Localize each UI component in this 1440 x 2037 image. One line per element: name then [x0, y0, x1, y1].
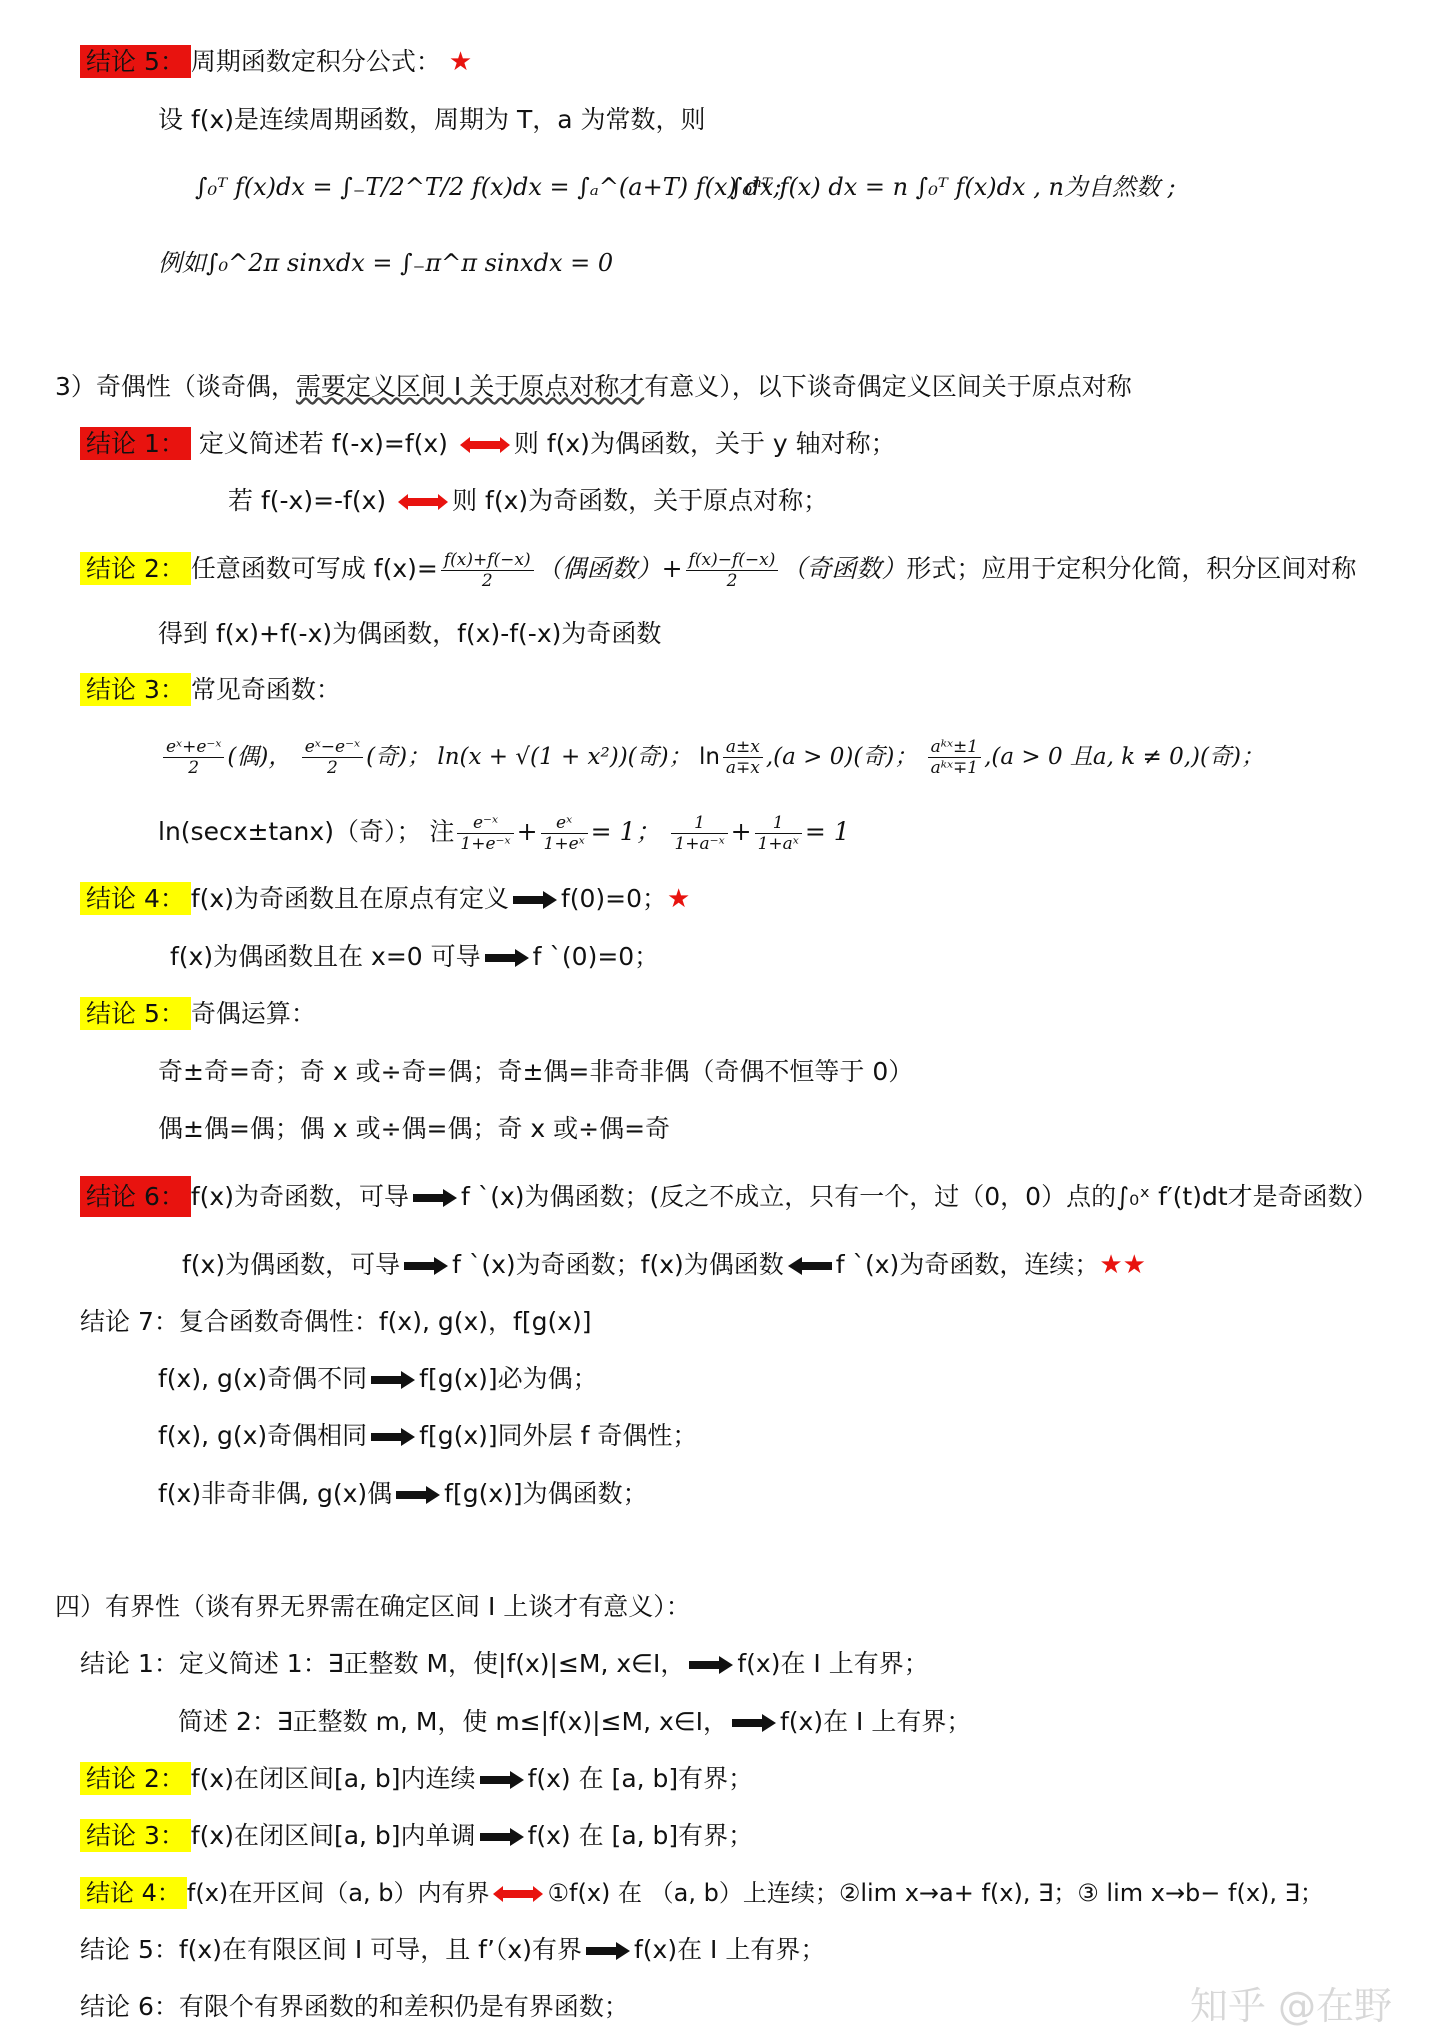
parity-conclusion-1: 结论 1： 定义简述若 f(-x)=f(x) 则 f(x)为偶函数，关于 y 轴对称；: [80, 427, 896, 461]
fraction: $\frac{\text{e⁻ˣ}}{\text{1+e⁻ˣ}}$: [457, 813, 513, 854]
arrow-right-icon: [404, 1257, 448, 1275]
double-arrow-icon: [493, 1885, 543, 1903]
conclusion-tag: 结论 3：: [80, 673, 191, 706]
arrow-right-icon: [485, 949, 529, 967]
parity-conclusion-5: 结论 5： 奇偶运算：: [80, 997, 316, 1031]
arrow-right-icon: [513, 891, 557, 909]
conclusion-5-periodic: [80, 45, 472, 79]
watermark: 知乎 @在野: [1189, 1984, 1392, 2028]
arrow-right-icon: [480, 1828, 524, 1846]
parity-rule-1: 奇±奇=奇；奇 x 或÷奇=偶；奇±偶=非奇非偶（奇偶不恒等于 0）: [158, 1057, 914, 1086]
fraction: $\frac{\text{aᵏˣ±1}}{\text{aᵏˣ∓1}}$: [928, 737, 981, 778]
arrow-right-icon: [396, 1486, 440, 1504]
bounded-conclusion-6: 结论 6：有限个有界函数的和差积仍是有界函数；: [80, 1992, 629, 2021]
double-arrow-icon: [398, 493, 448, 511]
parity-conclusion-2-line2: 得到 f(x)+f(-x)为偶函数，f(x)-f(-x)为奇函数: [158, 619, 662, 648]
periodic-intro: 设 f(x)是连续周期函数，周期为 T，a 为常数，则: [158, 105, 706, 134]
conclusion-tag: 结论 2：: [80, 1762, 191, 1795]
arrow-right-icon: [371, 1428, 415, 1446]
parity-conclusion-4b: f(x)为偶函数且在 x=0 可导 f `(0)=0；: [170, 942, 660, 971]
star-icon: ★: [448, 47, 473, 77]
fraction: $\frac{f(x)+f(-x)}{2}$: [441, 550, 534, 591]
arrow-right-icon: [371, 1371, 415, 1389]
conclusion-tag: 结论 2：: [80, 552, 191, 585]
conclusion-tag: 结论 3：: [80, 1819, 191, 1852]
conclusion-tag: 结论 5：: [80, 997, 191, 1030]
parity-rule-2: 偶±偶=偶；偶 x 或÷偶=偶；奇 x 或÷偶=奇: [158, 1114, 671, 1143]
odd-function-list-2: ln(secx±tanx)（奇）； 注 $\frac{\text{e⁻ˣ}}{\text{1+e⁻ˣ}}$ + $\frac{\text{eˣ}}{\text{1+eˣ}}$ = 1； $\frac{1}{\text{1+a⁻ˣ}}$ + $\frac{1}{\text{1+aˣ}}$ = 1: [158, 812, 850, 854]
composite-rule-1: f(x), g(x)奇偶不同 f[g(x)]必为偶；: [158, 1364, 598, 1393]
star-icon: ★: [667, 884, 691, 914]
arrow-right-icon: [586, 1942, 630, 1960]
section-heading-bounded: 四）有界性（谈有界无界需在确定区间 I 上谈才有意义）：: [55, 1592, 691, 1621]
fraction: $\frac{1}{\text{1+aˣ}}$: [755, 813, 802, 854]
conclusion-title: 周期函数定积分公式：: [190, 47, 441, 76]
fraction: $\frac{a\pm x}{a\mp x}$: [723, 737, 763, 778]
conclusion-tag: 结论 1：: [80, 427, 191, 460]
conclusion-tag: 结论 4：: [80, 882, 191, 915]
parity-conclusion-6b: f(x)为偶函数，可导 f `(x)为奇函数；f(x)为偶函数 f `(x)为奇函数，连续；★★: [182, 1250, 1146, 1280]
parity-conclusion-6: 结论 6： f(x)为奇函数，可导 f `(x)为偶函数；(反之不成立，只有一个，过（0，0）点的∫₀ˣ f′(t)dt才是奇函数）: [80, 1175, 1378, 1219]
fraction: $\frac{\text{eˣ}}{\text{1+eˣ}}$: [541, 813, 588, 854]
double-arrow-icon: [460, 436, 510, 454]
fraction: $\frac{1}{\text{1+a⁻ˣ}}$: [671, 813, 727, 854]
fraction: $\frac{f(x)-f(-x)}{2}$: [686, 550, 779, 591]
arrow-right-icon: [480, 1771, 524, 1789]
fraction: $\frac{\text{eˣ−e⁻ˣ}}{2}$: [302, 737, 363, 778]
conclusion-tag: 结论 4：: [80, 1877, 187, 1909]
parity-conclusion-7: 结论 7：复合函数奇偶性：f(x), g(x)，f[g(x)]: [80, 1307, 592, 1336]
periodic-formula-1: ∫₀ᵀ f(x)dx = ∫₋T/2^T/2 f(x)dx = ∫ₐ^(a+T) f(x) dx;: [195, 173, 782, 201]
bounded-conclusion-3: 结论 3： f(x)在闭区间[a, b]内单调 f(x) 在 [a, b]有界；: [80, 1819, 753, 1853]
fraction: $\frac{\text{eˣ+e⁻ˣ}}{2}$: [163, 737, 224, 778]
composite-rule-3: f(x)非奇非偶, g(x)偶 f[g(x)]为偶函数；: [158, 1479, 648, 1508]
bounded-conclusion-2: 结论 2： f(x)在闭区间[a, b]内连续 f(x) 在 [a, b]有界；: [80, 1762, 753, 1796]
parity-conclusion-1b: 若 f(-x)=-f(x) 则 f(x)为奇函数，关于原点对称；: [228, 486, 829, 515]
parity-conclusion-2: 结论 2： 任意函数可写成 f(x)= $\frac{f(x)+f(-x)}{2}$ （偶函数）+ $\frac{f(x)-f(-x)}{2}$ （奇函数）形式；应用于定积分化简，积分区间对称: [80, 547, 1356, 591]
stars-icon: ★★: [1099, 1250, 1146, 1280]
conclusion-tag: 结论 5：: [80, 45, 191, 78]
parity-conclusion-3: 结论 3： 常见奇函数：: [80, 673, 341, 707]
bounded-conclusion-1: 结论 1：定义简述 1：∃正整数 M，使|f(x)|≤M, x∈I， f(x)在 I 上有界；: [80, 1649, 929, 1678]
arrow-right-icon: [689, 1656, 733, 1674]
section-heading-parity: 3）奇偶性（谈奇偶，需要定义区间 I 关于原点对称才有意义），以下谈奇偶定义区间关于原点对称: [55, 372, 1132, 401]
arrow-right-icon: [732, 1714, 776, 1732]
parity-conclusion-4: 结论 4： f(x)为奇函数且在原点有定义 f(0)=0；★: [80, 882, 690, 916]
conclusion-tag: 结论 6：: [80, 1176, 191, 1217]
arrow-left-icon: [788, 1257, 832, 1275]
bounded-conclusion-1b: 简述 2：∃正整数 m, M，使 m≤|f(x)|≤M, x∈I， f(x)在 I 上有界；: [178, 1707, 972, 1736]
periodic-example: 例如∫₀^2π sinxdx = ∫₋π^π sinxdx = 0: [158, 249, 614, 277]
bounded-conclusion-4: 结论 4： f(x)在开区间（a, b）内有界 ①f(x) 在 （a, b）上连续；②lim x→a+ f(x), ∃；③ lim x→b− f(x), ∃；: [80, 1876, 1324, 1910]
arrow-right-icon: [413, 1189, 457, 1207]
composite-rule-2: f(x), g(x)奇偶相同 f[g(x)]同外层 f 奇偶性；: [158, 1421, 698, 1450]
odd-function-list-1: $\frac{\text{eˣ+e⁻ˣ}}{2}$ (偶)， $\frac{\text{eˣ−e⁻ˣ}}{2}$ (奇)； ln(x + √(1 + x²))(奇)； ln $\frac{a\pm x}{a\mp x}$ ,(a > 0)(奇)； $\frac{\text{aᵏˣ±1}}{\text{aᵏˣ∓1}}$ ,(a > 0 且a, k ≠ 0,)(奇)；: [160, 735, 1264, 779]
periodic-formula-2: ∫₀ⁿᵀ f(x) dx = n ∫₀ᵀ f(x)dx , n为自然数 ;: [730, 173, 1176, 201]
bounded-conclusion-5: 结论 5：f(x)在有限区间 I 可导，且 f’（x)有界 f(x)在 I 上有界；: [80, 1935, 826, 1964]
